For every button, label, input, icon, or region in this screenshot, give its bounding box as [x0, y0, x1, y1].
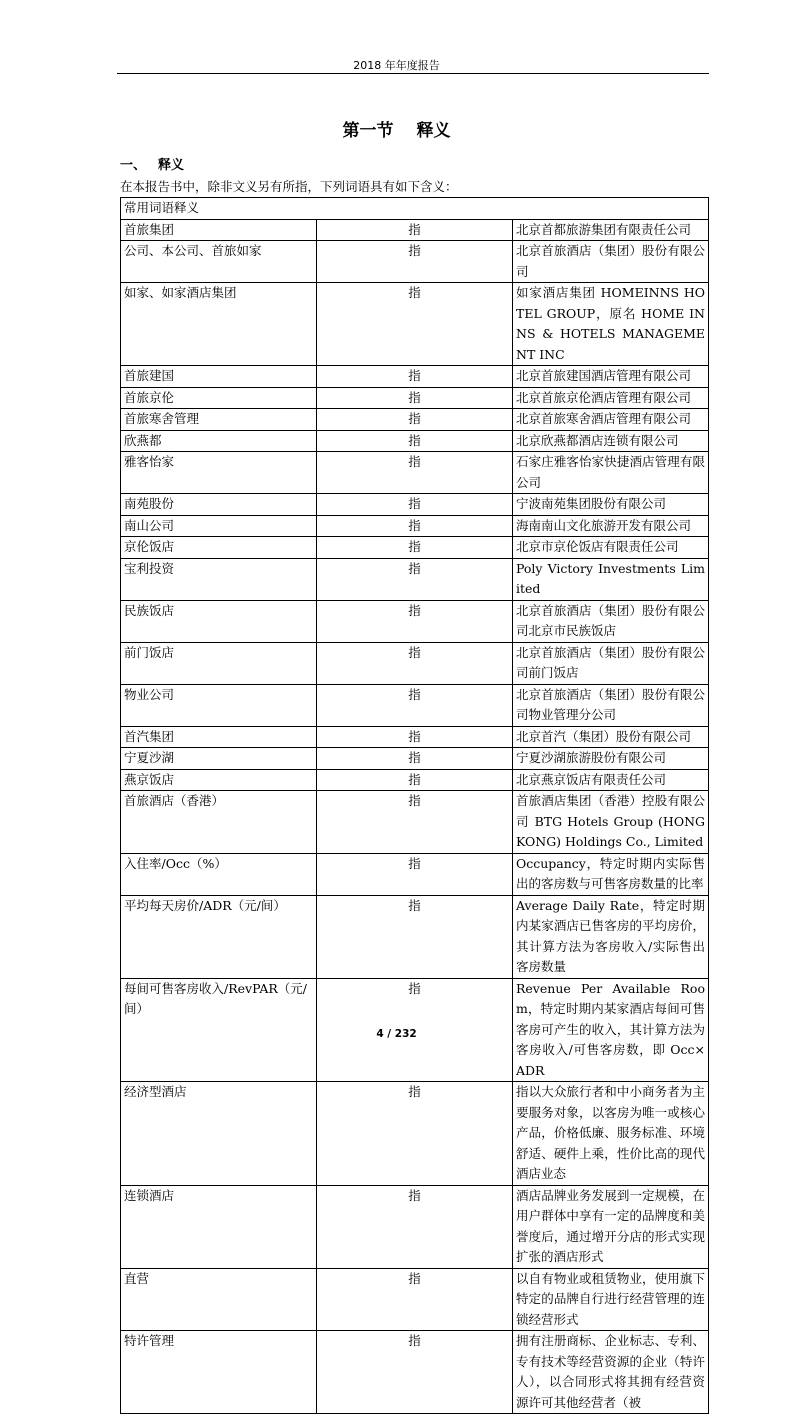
table-caption-row — [121, 198, 709, 220]
term-cell: 首旅寒舍管理 — [121, 409, 317, 431]
term-cell: 首旅建国 — [121, 366, 317, 388]
table-row — [121, 515, 709, 537]
term-cell: 首汽集团 — [121, 726, 317, 748]
ref-cell: 指 — [317, 387, 513, 409]
table-row — [121, 791, 709, 854]
table-row — [121, 600, 709, 642]
table-row — [121, 387, 709, 409]
term-cell: 特许管理 — [121, 1331, 317, 1414]
ref-cell: 指 — [317, 452, 513, 494]
report-header-title: 2018 年年度报告 — [353, 59, 440, 72]
definitions-table — [120, 197, 709, 1414]
table-row — [121, 769, 709, 791]
ref-cell: 指 — [317, 1268, 513, 1331]
term-cell: 首旅集团 — [121, 219, 317, 241]
term-cell: 前门饭店 — [121, 642, 317, 684]
term-cell: 每间可售客房收入/RevPAR（元/间） — [121, 978, 317, 1082]
table-row — [121, 558, 709, 600]
ref-cell: 指 — [317, 219, 513, 241]
table-row — [121, 684, 709, 726]
table-row — [121, 726, 709, 748]
term-cell: 公司、本公司、首旅如家 — [121, 241, 317, 283]
definition-cell: 北京首旅酒店（集团）股份有限公司北京市民族饭店 — [513, 600, 709, 642]
table-row — [121, 748, 709, 770]
term-cell: 雅客怡家 — [121, 452, 317, 494]
table-row — [121, 494, 709, 516]
table-row — [121, 895, 709, 978]
term-cell: 欣燕都 — [121, 430, 317, 452]
term-cell: 连锁酒店 — [121, 1185, 317, 1268]
term-cell: 如家、如家酒店集团 — [121, 283, 317, 366]
definition-cell: 北京燕京饭店有限责任公司 — [513, 769, 709, 791]
subsection-title: 释义 — [158, 158, 185, 173]
definition-cell: 北京首旅酒店（集团）股份有限公司物业管理分公司 — [513, 684, 709, 726]
term-cell: 物业公司 — [121, 684, 317, 726]
ref-cell: 指 — [317, 409, 513, 431]
term-cell: 首旅京伦 — [121, 387, 317, 409]
table-caption: 常用词语释义 — [121, 198, 709, 220]
ref-cell: 指 — [317, 853, 513, 895]
term-cell: 宁夏沙湖 — [121, 748, 317, 770]
table-row — [121, 853, 709, 895]
ref-cell: 指 — [317, 895, 513, 978]
term-cell: 直营 — [121, 1268, 317, 1331]
definition-cell: 以自有物业或租赁物业，使用旗下特定的品牌自行进行经营管理的连锁经营形式 — [513, 1268, 709, 1331]
ref-cell: 指 — [317, 978, 513, 1082]
table-row — [121, 1331, 709, 1414]
definition-cell: 北京首都旅游集团有限责任公司 — [513, 219, 709, 241]
header-divider — [117, 73, 709, 74]
definition-cell: 酒店品牌业务发展到一定规模，在用户群体中享有一定的品牌度和美誉度后，通过增开分店的形式实现扩张的酒店形式 — [513, 1185, 709, 1268]
term-cell: 入住率/Occ（%） — [121, 853, 317, 895]
term-cell: 平均每天房价/ADR（元/间） — [121, 895, 317, 978]
term-cell: 南山公司 — [121, 515, 317, 537]
table-row — [121, 1082, 709, 1186]
ref-cell: 指 — [317, 726, 513, 748]
definition-cell: 北京市京伦饭店有限责任公司 — [513, 537, 709, 559]
definition-cell: 北京欣燕都酒店连锁有限公司 — [513, 430, 709, 452]
table-row — [121, 283, 709, 366]
ref-cell: 指 — [317, 515, 513, 537]
definition-cell: 宁波南苑集团股份有限公司 — [513, 494, 709, 516]
term-cell: 南苑股份 — [121, 494, 317, 516]
definition-cell: 北京首旅建国酒店管理有限公司 — [513, 366, 709, 388]
definition-cell: 北京首旅酒店（集团）股份有限公司 — [513, 241, 709, 283]
ref-cell: 指 — [317, 684, 513, 726]
ref-cell: 指 — [317, 748, 513, 770]
definition-cell: 石家庄雅客怡家快捷酒店管理有限公司 — [513, 452, 709, 494]
term-cell: 京伦饭店 — [121, 537, 317, 559]
ref-cell: 指 — [317, 241, 513, 283]
definition-cell: 如家酒店集团 HOMEINNS HOTEL GROUP，原名 HOME INNS & HOTELS MANAGEMENT INC — [513, 283, 709, 366]
ref-cell: 指 — [317, 600, 513, 642]
term-cell: 民族饭店 — [121, 600, 317, 642]
ref-cell: 指 — [317, 769, 513, 791]
term-cell: 宝利投资 — [121, 558, 317, 600]
table-row — [121, 1268, 709, 1331]
table-row — [121, 241, 709, 283]
definition-cell: 北京首旅酒店（集团）股份有限公司前门饭店 — [513, 642, 709, 684]
table-row — [121, 537, 709, 559]
term-cell: 经济型酒店 — [121, 1082, 317, 1186]
ref-cell: 指 — [317, 1331, 513, 1414]
term-cell: 燕京饭店 — [121, 769, 317, 791]
table-row — [121, 430, 709, 452]
table-row — [121, 409, 709, 431]
ref-cell: 指 — [317, 366, 513, 388]
definition-cell: Average Daily Rate，特定时期内某家酒店已售客房的平均房价，其计算方法为客房收入/实际售出客房数量 — [513, 895, 709, 978]
table-row — [121, 642, 709, 684]
ref-cell: 指 — [317, 537, 513, 559]
definition-cell: 拥有注册商标、企业标志、专利、专有技术等经营资源的企业（特许人），以合同形式将其拥有经营资源许可其他经营者（被 — [513, 1331, 709, 1414]
ref-cell: 指 — [317, 494, 513, 516]
table-row — [121, 366, 709, 388]
definition-cell: 北京首汽（集团）股份有限公司 — [513, 726, 709, 748]
ref-cell: 指 — [317, 1185, 513, 1268]
table-row — [121, 452, 709, 494]
definition-cell: 首旅酒店集团（香港）控股有限公司 BTG Hotels Group (HONG KONG) Holdings Co., Limited — [513, 791, 709, 854]
ref-cell: 指 — [317, 791, 513, 854]
definition-cell: Revenue Per Available Room，特定时期内某家酒店每间可售客房可产生的收入，其计算方法为客房收入/可售客房数，即 Occ×ADR — [513, 978, 709, 1082]
definition-cell: 宁夏沙湖旅游股份有限公司 — [513, 748, 709, 770]
ref-cell: 指 — [317, 430, 513, 452]
page-number: 4 / 232 — [376, 1028, 417, 1040]
table-row — [121, 1185, 709, 1268]
ref-cell: 指 — [317, 642, 513, 684]
intro-paragraph: 在本报告书中，除非文义另有所指，下列词语具有如下含义： — [120, 179, 458, 194]
table-row — [121, 219, 709, 241]
ref-cell: 指 — [317, 283, 513, 366]
subsection-heading — [120, 154, 184, 173]
term-cell: 首旅酒店（香港） — [121, 791, 317, 854]
definition-cell: 北京首旅京伦酒店管理有限公司 — [513, 387, 709, 409]
definition-cell: 指以大众旅行者和中小商务者为主要服务对象，以客房为唯一或核心产品，价格低廉、服务标准、环境舒适、硬件上乘，性价比高的现代酒店业态 — [513, 1082, 709, 1186]
definition-cell: 海南南山文化旅游开发有限公司 — [513, 515, 709, 537]
section-title: 第一节 释义 — [342, 121, 451, 141]
ref-cell: 指 — [317, 1082, 513, 1186]
subsection-number: 一、 — [120, 158, 147, 173]
ref-cell: 指 — [317, 558, 513, 600]
definition-cell: Poly Victory Investments Limited — [513, 558, 709, 600]
definition-cell: Occupancy，特定时期内实际售出的客房数与可售客房数量的比率 — [513, 853, 709, 895]
definition-cell: 北京首旅寒舍酒店管理有限公司 — [513, 409, 709, 431]
